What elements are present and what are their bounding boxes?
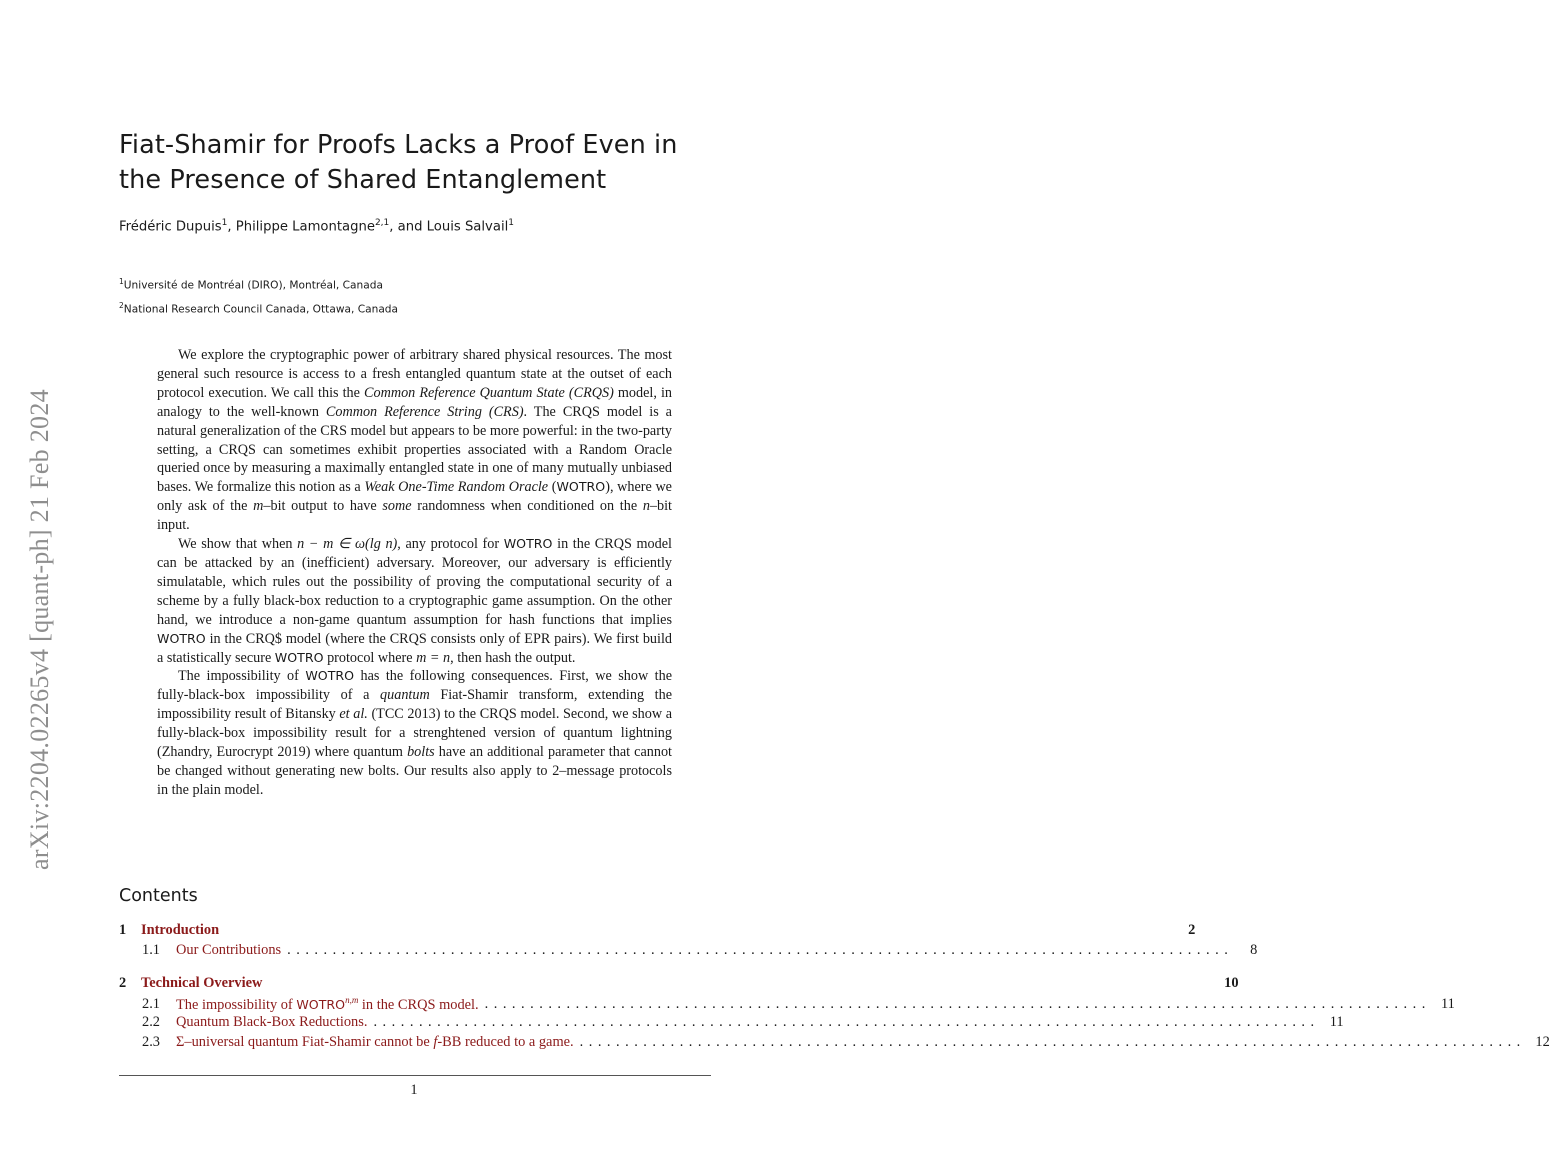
superscript: n,m — [345, 994, 359, 1005]
text: , any protocol for — [397, 536, 504, 553]
toc-leader: ........................................................................................................ — [484, 996, 1431, 1013]
text: in the CRQS model can be attacked by an (inefficient) adversary. Moreover, our adversary is efficiently simulatable, which rules out the possibility of proving the computational security of a scheme by a fully black-box reduction to a cryptographic game assumption. On the other hand, we introduce a non-game quantum assumption for hash functions that implies — [157, 536, 672, 628]
wotro-term: WOTRO — [503, 536, 553, 552]
wotro-term: WOTRO — [556, 479, 606, 495]
table-of-contents — [119, 922, 1550, 1053]
text: The impossibility of — [178, 668, 306, 685]
emphasis: Common Reference Quantum State (CRQS) — [364, 384, 614, 401]
toc-entry-our-contributions[interactable] — [119, 941, 1258, 962]
text: Fiat-Shamir transform, extending the impossibility result of Bitansky — [157, 687, 673, 723]
abstract-paragraph — [157, 667, 672, 799]
text: model, in analogy to the well-known — [157, 384, 672, 420]
wotro-term: WOTRO — [305, 668, 355, 684]
toc-entry-black-box-reductions[interactable] — [119, 1014, 1344, 1034]
text: –bit output to have — [263, 498, 383, 515]
text: in the CRQ$ model (where the CRQS consists only of EPR pairs). We first build a statistically secure — [157, 630, 672, 666]
toc-number: 2.2 — [142, 1014, 160, 1030]
footer-rule — [119, 1075, 711, 1076]
text: have an additional parameter that cannot be changed without generating new bolts. Our results also apply to 2–message protocols in the plain model. — [157, 744, 672, 798]
text: ), where we only ask of the — [157, 479, 672, 515]
toc-entry-fiat-shamir[interactable] — [119, 1033, 1550, 1054]
text: ( — [548, 479, 557, 496]
toc-entry-technical-overview[interactable] — [119, 975, 1239, 995]
text: –bit input. — [157, 498, 672, 534]
toc-text: Σ–universal quantum Fiat-Shamir cannot be — [176, 1033, 434, 1050]
page-number: 1 — [410, 1082, 418, 1098]
contents-heading: Contents — [119, 886, 198, 906]
text: (TCC 2013) to the CRQS model. Second, we show a fully-black-box impossibility result for a strenghtened version of quantum lightning (Zhandry, Eurocrypt 2019) where quantum — [157, 706, 672, 761]
abstract-paragraph — [157, 535, 672, 667]
toc-link[interactable]: Introduction — [141, 922, 220, 938]
emphasis: bolts — [407, 744, 435, 761]
toc-page: 11 — [1329, 1014, 1344, 1030]
text: We show that when — [178, 536, 298, 553]
affiliation-text: National Research Council Canada, Ottawa, Canada — [123, 303, 399, 316]
wotro-term: WOTRO — [157, 630, 206, 646]
abstract-paragraph — [157, 346, 672, 535]
text: protocol where — [323, 649, 417, 666]
toc-number: 1 — [119, 922, 127, 938]
author-name: Philippe Lamontagne — [235, 219, 375, 235]
toc-leader: ........................................................................................................ — [373, 1014, 1320, 1030]
affiliation-mark: 2 — [119, 300, 124, 310]
arxiv-identifier: arXiv:2204.02265v4 [quant-ph] 21 Feb 2024 — [25, 389, 54, 870]
math: m — [253, 498, 264, 515]
toc-link[interactable]: Our Contributions — [176, 941, 282, 958]
math: n − m ∈ ω(lg n) — [297, 536, 398, 553]
affiliation-mark: 1 — [119, 277, 124, 286]
emphasis: some — [382, 498, 412, 515]
toc-page: 8 — [1250, 941, 1258, 958]
affiliation — [119, 272, 719, 296]
affiliations — [119, 272, 719, 319]
text: has the following consequences. First, we show the fully-black-box impossibility of a — [157, 668, 672, 704]
author-name: Louis Salvail — [426, 219, 509, 235]
toc-number: 2.1 — [142, 996, 160, 1013]
toc-text: The impossibility of — [176, 996, 297, 1013]
toc-entry-introduction[interactable] — [119, 922, 1196, 942]
emphasis: et al. — [339, 706, 368, 723]
text: We explore the cryptographic power of arbitrary shared physical resources. The most general such resource is access to a fresh entangled quantum state at the outset of each protocol execution. We call this the — [157, 347, 672, 401]
toc-page: 11 — [1440, 996, 1455, 1013]
emphasis: quantum — [380, 687, 430, 704]
paper-title: Fiat-Shamir for Proofs Lacks a Proof Even in the Presence of Shared Entanglement — [119, 130, 678, 195]
toc-number: 2.3 — [142, 1033, 160, 1050]
text: . The CRQS model is a natural generalization of the CRS model but appears to be more powerful: in the two-party setting, a CRQS can sometimes exhibit properties associated with a Random Oracle queried once by measuring a maximally entangled state in one of many mutually unbiased bases. We formalize this notion as a — [157, 403, 672, 496]
emphasis: Common Reference String (CRS) — [325, 403, 524, 420]
math: f — [433, 1033, 438, 1050]
math: n — [642, 498, 650, 515]
toc-link[interactable]: Technical Overview — [141, 975, 263, 991]
toc-page: 12 — [1535, 1033, 1550, 1050]
wotro-term: WOTRO — [274, 649, 324, 665]
toc-page: 2 — [1188, 922, 1196, 938]
author-list — [119, 218, 719, 234]
emphasis: Weak One-Time Random Oracle — [364, 479, 549, 496]
toc-link[interactable]: Quantum Black-Box Reductions. — [176, 1014, 368, 1030]
wotro-term: WOTRO — [296, 996, 346, 1012]
toc-leader: ........................................................................................................ — [287, 941, 1234, 958]
text: randomness when conditioned on the — [411, 498, 643, 515]
math: m = n — [416, 649, 451, 666]
abstract — [157, 346, 672, 800]
toc-link[interactable] — [176, 1034, 574, 1051]
toc-entry-impossibility[interactable] — [119, 994, 1455, 1015]
toc-link[interactable] — [176, 995, 479, 1014]
author-affil-mark: 1 — [508, 218, 515, 228]
toc-number: 1.1 — [142, 941, 160, 958]
author-affil-mark: 2,1 — [374, 218, 390, 228]
affiliation — [119, 296, 719, 320]
toc-number: 2 — [119, 975, 127, 991]
author-separator: , — [227, 219, 236, 235]
author-separator: , and — [389, 219, 427, 235]
toc-text: in the CRQS model. — [358, 996, 479, 1013]
toc-page: 10 — [1224, 975, 1239, 991]
author-name: Frédéric Dupuis — [119, 219, 222, 235]
author-affil-mark: 1 — [221, 218, 228, 228]
affiliation-text: Université de Montréal (DIRO), Montréal, Canada — [123, 279, 383, 292]
toc-text: -BB reduced to a game. — [437, 1033, 574, 1050]
text: , then hash the output. — [450, 649, 576, 666]
toc-leader: ........................................................................................................ — [579, 1033, 1526, 1050]
